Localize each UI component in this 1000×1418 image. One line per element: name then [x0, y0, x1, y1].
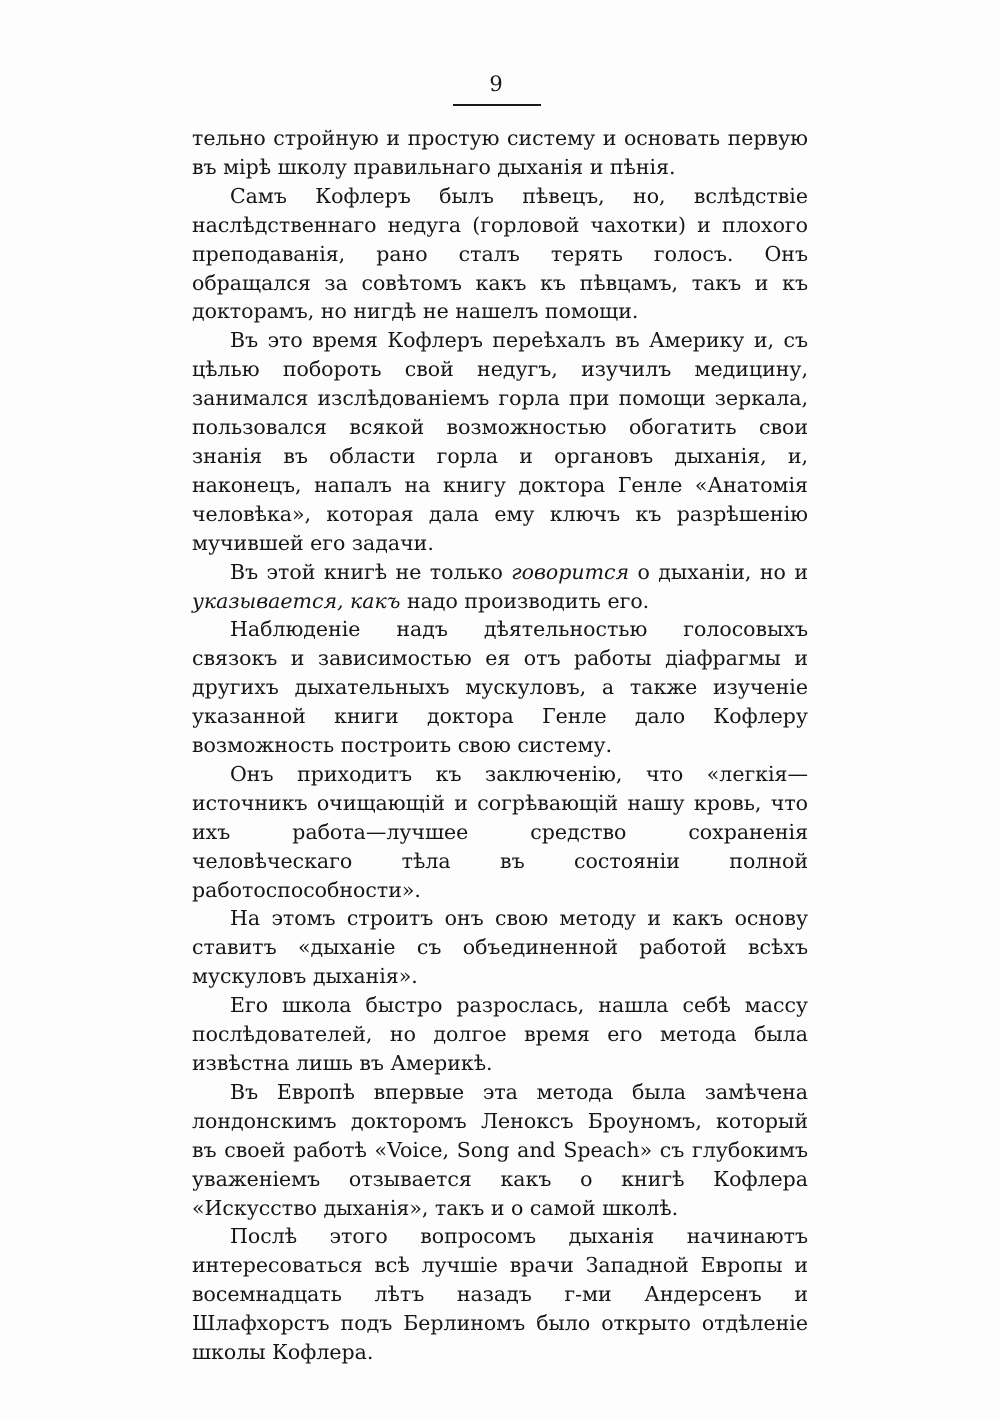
paragraph-4 — [192, 558, 808, 616]
paragraph-4-text-after: надо производить его. — [400, 588, 650, 613]
paragraph-7: На этомъ строитъ онъ свою методу и какъ основу ставитъ «дыханіе съ объединенной работой всѣхъ мускуловъ дыханія». — [192, 906, 808, 989]
paragraph-2: Самъ Кофлеръ былъ пѣвецъ, но, вслѣдствіе наслѣдственнаго недуга (горловой чахотки) и плохого преподаванія, рано сталъ терять голосъ. Онъ обращался за совѣтомъ какъ къ пѣвцамъ, такъ и къ докторамъ, но нигдѣ не нашелъ помощи. — [192, 183, 808, 324]
paragraph-4-emphasis-2: указывается, какъ — [192, 588, 401, 613]
paragraph-4-text-mid: о дыханіи, но и — [629, 559, 809, 584]
paragraph-6: Онъ приходитъ къ заключенію, что «легкія—источникъ очищающій и согрѣвающій нашу кровь, что ихъ работа—лучшее средство сохраненія человѣческаго тѣла въ состояніи полной работоспособности». — [192, 761, 808, 902]
page-number: 9 — [489, 72, 503, 96]
paragraph-4-text-before: Въ этой книгѣ не только — [230, 559, 512, 584]
paragraph-8: Его школа быстро разрослась, нашла себѣ массу послѣдователей, но долгое время его метода была извѣстна лишь въ Америкѣ. — [192, 993, 808, 1075]
paragraph-9: Въ Европѣ впервые эта метода была замѣчена лондонскимъ докторомъ Леноксъ Броуномъ, который въ своей работѣ «Voice, Song and Speach» съ глубокимъ уваженіемъ отзывается какъ о книгѣ Кофлера «Искусство дыханія», такъ и о самой школѣ. — [192, 1079, 808, 1220]
page-header — [0, 72, 1000, 96]
paragraph-10: Послѣ этого вопросомъ дыханія начинаютъ интересоваться всѣ лучшіе врачи Западной Европы и восемнадцать лѣтъ назадъ г-ми Андерсенъ и Шлафхорстъ подъ Берлиномъ было открыто отдѣленіе школы Кофлера. — [192, 1224, 808, 1365]
header-rule — [453, 104, 541, 106]
body-text — [192, 124, 808, 1367]
paragraph-5: Наблюденіе надъ дѣятельностью голосовыхъ связокъ и зависимостью ея отъ работы діафрагмы и другихъ дыхательныхъ мускуловъ, а также изученіе указанной книги доктора Генле дало Кофлеру возможность построить свою систему. — [192, 617, 808, 758]
paragraph-4-emphasis-1: говорится — [511, 559, 630, 584]
paragraph-1: тельно стройную и простую систему и основать первую въ мірѣ школу правильнаго дыханія и пѣнія. — [192, 126, 808, 179]
paragraph-3: Въ это время Кофлеръ переѣхалъ въ Америку и, съ цѣлью побороть свой недугъ, изучилъ медицину, занимался изслѣдованіемъ горла при помощи зеркала, пользовался всякой возможностью обогатить свои знанія въ области горла и органовъ дыханія, и, наконецъ, напалъ на книгу доктора Генле «Анатомія человѣка», которая дала ему ключъ къ разрѣшенію мучившей его задачи. — [192, 328, 808, 555]
